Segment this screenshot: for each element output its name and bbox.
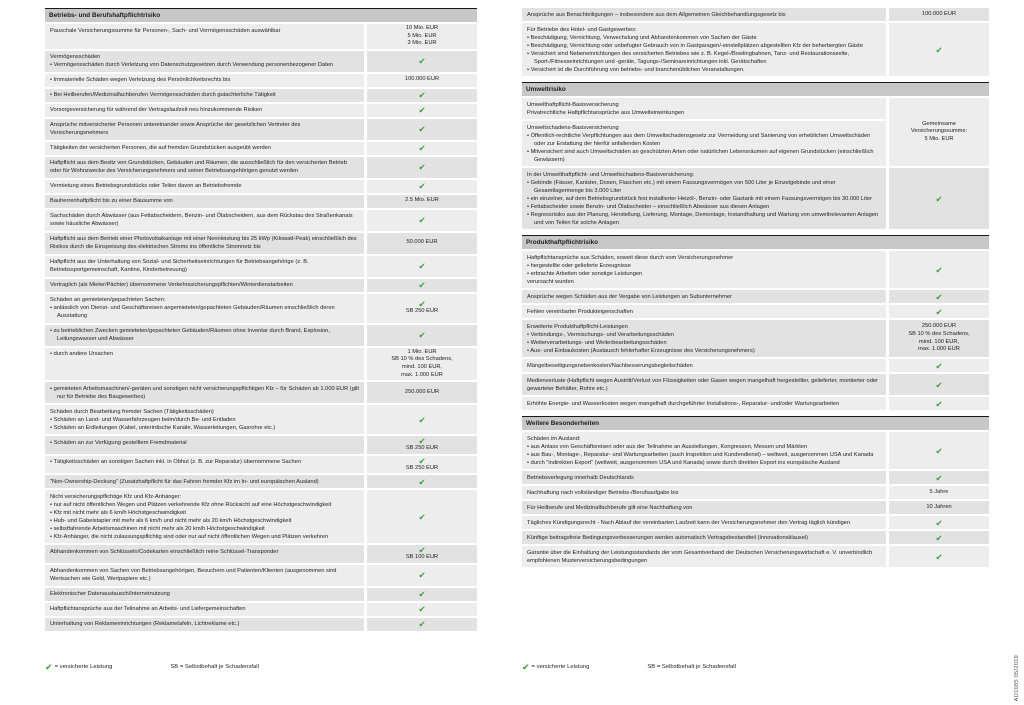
coverage-value xyxy=(367,456,477,474)
table-row xyxy=(45,279,477,292)
coverage-value-line: 5 Mio. EUR xyxy=(924,135,954,142)
check-icon: ✔ xyxy=(935,472,943,483)
coverage-description xyxy=(45,195,364,208)
table-row xyxy=(522,8,989,21)
coverage-text-line: Garantie über die Einhaltung der Leistungsstandards der vom Gesamtverband der Deutschen Versicherungswirtschaft e. V. unverbindlich empfohlenen Musterversicherungsbedingungen xyxy=(527,549,873,564)
coverage-text-line: Erweiterte Produkthaftpflicht-Leistungen xyxy=(527,323,628,330)
coverage-text-line: • Gebinde (Fässer, Kanister, Dosen, Flaschen etc.) mit einem Fassungsvermögen von 500 Liter je Einzelgebinde und einer Gesamtlagermenge bis 3.000 Liter xyxy=(527,179,836,194)
check-icon: ✔ xyxy=(418,280,426,291)
coverage-text-line: • durch "indirekten Export" (weltweit, ausgenommen USA und Kanada) sowie durch direkten Export ins europäische Ausland xyxy=(527,459,840,466)
coverage-description xyxy=(522,531,886,544)
check-icon: ✔ xyxy=(418,143,426,154)
check-icon: ✔ xyxy=(418,124,426,135)
coverage-text-line: Sachschäden durch Abwässer (aus Fettabscheidern, Benzin- und Ölabscheidern, aus dem Rückstau des Straßenkanals sowie häusliche Abwässer) xyxy=(50,213,353,228)
coverage-description xyxy=(522,471,886,484)
coverage-value-line: max. 1.000 EUR xyxy=(918,346,960,353)
coverage-text-line: • Beschädigung, Vernichtung, Verwechslung und Abhandenkommen von Sachen der Gäste xyxy=(527,34,757,41)
coverage-description xyxy=(45,119,364,140)
table-row xyxy=(45,195,477,208)
coverage-text-line: "Non-Ownership-Deckung" (Zusatzhaftpflicht für das Fahren fremder Kfz im In- und europäischen Ausland) xyxy=(50,478,319,485)
coverage-value-line: 10 Mio. EUR xyxy=(405,25,439,31)
coverage-value-line: mind. 100 EUR, xyxy=(401,363,443,370)
table-row xyxy=(45,233,477,254)
legend-check-label: = versicherte Leistung xyxy=(54,664,113,670)
coverage-value xyxy=(367,233,477,254)
table-row xyxy=(45,545,477,563)
table-row xyxy=(522,168,989,229)
coverage-description xyxy=(45,104,364,117)
table-row xyxy=(522,516,989,529)
check-icon: ✔ xyxy=(935,551,943,562)
coverage-value-line: 3 Mio. EUR xyxy=(407,40,437,47)
coverage-description xyxy=(45,51,364,72)
check-icon: ✔ xyxy=(935,264,943,275)
check-icon: ✔ xyxy=(45,662,53,672)
check-icon: ✔ xyxy=(935,398,943,409)
coverage-text-line: Vertraglich (als Mieter/Pächter) übernommene Verkehrssicherungspflichten/Winterdienstarbeiten xyxy=(50,282,293,289)
check-icon: ✔ xyxy=(418,436,426,447)
coverage-text-line: • Hub- und Gabelstapler mit mehr als 6 km/h und nicht mehr als 20 km/h Höchstgeschwindigkeit xyxy=(50,517,292,524)
table-row xyxy=(45,382,477,403)
coverage-description xyxy=(522,305,886,318)
table-row xyxy=(522,486,989,499)
check-icon: ✔ xyxy=(418,511,426,522)
check-icon: ✔ xyxy=(418,105,426,116)
coverage-value xyxy=(889,432,989,469)
coverage-text-line: • Versichert ist die Durchführung von betriebs- und branchenüblichen Veranstaltungen. xyxy=(527,66,745,73)
table-row xyxy=(45,294,477,323)
coverage-text-line: Haftpflicht aus der Unterhaltung von Sozial- und Sicherheitseinrichtungen für Betriebsangehörige (z. B. Betriebssportgemeinschaft, Kantine, Kinderbetreuung) xyxy=(50,259,309,274)
coverage-text-line: Ansprüche aus Benachteiligungen – insbesondere aus dem Allgemeinen Gleichbehandlungsgesetz bis xyxy=(527,11,786,18)
coverage-description xyxy=(45,256,364,277)
coverage-value xyxy=(367,436,477,454)
table-row xyxy=(45,325,477,346)
coverage-description xyxy=(45,348,364,380)
coverage-text-line: • Schäden an Land- und Wasserfahrzeugen beim/durch Be- und Entladen xyxy=(50,416,236,423)
coverage-text-line: • Bei Heilberufen/Medizinalfachberufen Vermögensschäden durch gutachterliche Tätigkeit xyxy=(50,92,276,99)
coverage-description xyxy=(45,157,364,178)
coverage-value xyxy=(367,157,477,178)
coverage-value xyxy=(367,348,477,380)
coverage-text-line: Haftpflicht aus dem Besitz von Grundstücken, Gebäuden und Räumen, die ausschließlich für den versicherten Betrieb oder für Wohnzwecke des Versicherungsnehmers und seiner Betriebsangehörigen genutzt werden xyxy=(50,160,347,175)
check-icon: ✔ xyxy=(418,455,426,466)
check-icon: ✔ xyxy=(418,545,426,556)
check-icon: ✔ xyxy=(418,261,426,272)
table-row xyxy=(522,501,989,514)
table-row xyxy=(45,51,477,72)
coverage-text-line: Für Betriebe des Hotel- und Gastgewerbes: xyxy=(527,26,637,33)
coverage-text-line: • Weiterverarbeitungs- und Weiterbearbeitungsschäden xyxy=(527,339,667,346)
coverage-text-line: • nur auf nicht öffentlichen Wegen und Plätzen verkehrende Kfz ohne Rücksicht auf eine Höchstgeschwindigkeit xyxy=(50,501,332,508)
coverage-value xyxy=(367,51,477,72)
check-icon: ✔ xyxy=(522,662,530,672)
coverage-description xyxy=(522,251,886,288)
coverage-value xyxy=(889,546,989,567)
coverage-value xyxy=(367,119,477,140)
coverage-description xyxy=(45,436,364,454)
check-icon: ✔ xyxy=(418,299,426,310)
coverage-text-line: Abhandenkommen von Schlüsseln/Codekarten einschließlich reine Schlüssel-Transponder xyxy=(50,548,279,555)
coverage-description xyxy=(522,8,886,21)
check-icon: ✔ xyxy=(418,476,426,487)
coverage-value xyxy=(889,471,989,484)
coverage-value xyxy=(889,359,989,372)
check-icon: ✔ xyxy=(935,445,943,456)
coverage-value xyxy=(889,290,989,303)
table-row xyxy=(45,456,477,474)
table-row xyxy=(522,290,989,303)
coverage-text-line: • selbstfahrende Arbeitsmaschinen mit nicht mehr als 20 km/h Höchstgeschwindigkeit xyxy=(50,525,265,532)
coverage-value-line: SB 250 EUR xyxy=(405,308,439,315)
section-header: Umweltrisiko xyxy=(522,82,989,96)
coverage-value xyxy=(367,180,477,193)
coverage-text-line: Ansprüche mitversicherter Personen untereinander sowie Ansprüche der gesetzlichen Vertreter des Versicherungsnehmers xyxy=(50,122,301,137)
coverage-text-line: • Kfz-Anhänger, die nicht zulassungspflichtig sind oder nur auf nicht öffentlichen Wegen und Plätzen verkehren xyxy=(50,533,329,540)
check-icon: ✔ xyxy=(418,414,426,425)
coverage-text-line: Haftpflichtansprüche aus der Teilnahme an Arbeits- und Liefergemeinschaften xyxy=(50,606,246,613)
coverage-value-line: 250.000 EUR xyxy=(921,323,957,330)
coverage-description xyxy=(522,501,886,514)
coverage-description xyxy=(45,74,364,87)
row-divider xyxy=(522,119,886,121)
coverage-text-line: Medienverluste (Haftpflicht wegen Austritt/Verlust von Flüssigkeiten oder Gasen wegen mangelhaft hergestellter, gelieferter, montierter oder gewarteter Behälter, Rohre etc.) xyxy=(527,377,878,392)
coverage-text-line: • Aus- und Einbaukosten (Austausch fehlerhafter Erzeugnisse des Versicherungsnehmers) xyxy=(527,347,755,354)
coverage-value-line: 2.5 Mio. EUR xyxy=(405,197,439,204)
check-icon: ✔ xyxy=(935,193,943,204)
coverage-value xyxy=(889,251,989,288)
check-icon: ✔ xyxy=(418,619,426,630)
coverage-value-line: 5 Jahre xyxy=(929,488,949,495)
coverage-text-line: • Vermögensschäden durch Verletzung von Datenschutzgesetzen durch Verwendung personenbezogener Daten xyxy=(50,62,334,69)
coverage-description xyxy=(522,23,886,76)
coverage-value xyxy=(889,320,989,357)
coverage-value xyxy=(367,565,477,586)
table-row xyxy=(45,436,477,454)
coverage-text-line: • aus Anlass von Geschäftsreisen oder aus der Teilnahme an Ausstellungen, Kongressen, Messen und Märkten xyxy=(527,443,808,450)
coverage-text-line: • Immaterielle Schäden wegen Verletzung des Persönlichkeitsrechts bis xyxy=(50,77,231,84)
coverage-text-line: Vorsorgeversicherung für während der Vertragslaufzeit neu hinzukommende Risiken xyxy=(50,107,263,114)
coverage-value xyxy=(889,374,989,395)
check-icon: ✔ xyxy=(418,330,426,341)
coverage-description xyxy=(45,456,364,474)
coverage-value-line: SB 10 % des Schadens, xyxy=(908,330,970,337)
coverage-text-line: • Öffentlich-rechtliche Verpflichtungen aus dem Umweltschadensgesetz zur Vermeidung und Sanierung von erheblichen Umweltschäden oder zur Erstattung der hierfür anfallenden Kosten xyxy=(527,132,871,147)
coverage-value xyxy=(367,256,477,277)
coverage-description xyxy=(45,210,364,231)
table-row xyxy=(45,119,477,140)
coverage-text-line: Für Heilberufe und Medizinalfachberufe gilt eine Nachhaftung von xyxy=(527,504,693,511)
table-row xyxy=(45,210,477,231)
table-row xyxy=(45,74,477,87)
coverage-value xyxy=(367,405,477,434)
coverage-value xyxy=(367,210,477,231)
coverage-text-line: • Schäden an zur Verfügung gestelltem Fremdmaterial xyxy=(50,439,187,446)
coverage-value xyxy=(367,475,477,488)
coverage-text-line: Schäden an gemieteten/gepachteten Sachen: xyxy=(50,297,166,304)
coverage-text-line: • Verbindungs-, Vermischungs- und Verarbeitungsschäden xyxy=(527,331,675,338)
coverage-description xyxy=(45,618,364,631)
section xyxy=(45,8,477,631)
table-row xyxy=(45,565,477,586)
coverage-value-line: 100.000 EUR xyxy=(404,76,440,83)
table-row xyxy=(522,531,989,544)
coverage-text-line: • Kfz mit nicht mehr als 6 km/h Höchstgeschwindigkeit xyxy=(50,509,187,516)
coverage-value-line: 10 Jahren xyxy=(926,503,952,510)
coverage-description xyxy=(45,294,364,323)
table-row xyxy=(522,305,989,318)
check-icon: ✔ xyxy=(418,56,426,67)
table-row xyxy=(45,256,477,277)
section-header: Produkthaftpflichtrisiko xyxy=(522,235,989,249)
coverage-value xyxy=(367,195,477,208)
coverage-text-line: Nicht versicherungspflichtige Kfz und Kfz-Anhänger: xyxy=(50,493,182,500)
table-row xyxy=(522,546,989,567)
section-header: Betriebs- und Berufshaftpflichtrisiko xyxy=(45,8,477,22)
table-row xyxy=(45,348,477,380)
coverage-description xyxy=(522,359,886,372)
table-row xyxy=(45,89,477,102)
coverage-value xyxy=(367,603,477,616)
coverage-description xyxy=(45,490,364,543)
coverage-text-line: Betriebsverlegung innerhalb Deutschlands xyxy=(527,474,634,481)
coverage-value-line: mind. 100 EUR, xyxy=(918,338,960,345)
coverage-text-line: Tätigkeiten der versicherten Personen, die auf fremden Grundstücken ausgeübt werden xyxy=(50,145,271,152)
coverage-text-line: Unterhaltung von Reklameeinrichtungen (Reklametafeln, Lichtreklame etc.) xyxy=(50,621,240,628)
coverage-text-line: Nachhaftung nach vollständiger Betriebs-/Berufsaufgabe bis xyxy=(527,489,679,496)
check-icon: ✔ xyxy=(935,44,943,55)
coverage-text-line: verursacht wurden xyxy=(527,278,574,285)
table-row xyxy=(45,490,477,543)
coverage-value xyxy=(889,168,989,229)
section xyxy=(522,416,989,567)
coverage-description xyxy=(45,24,364,49)
coverage-value xyxy=(889,397,989,410)
coverage-description xyxy=(522,432,886,469)
check-icon: ✔ xyxy=(418,589,426,600)
check-icon: ✔ xyxy=(935,360,943,371)
coverage-description xyxy=(522,397,886,410)
section-header: Weitere Besonderheiten xyxy=(522,416,989,430)
coverage-text-line: Privatrechtliche Haftpflichtansprüche aus Umwelteinwirkungen xyxy=(527,109,685,116)
table-row xyxy=(522,374,989,395)
coverage-description xyxy=(45,233,364,254)
coverage-text-line: • Schäden an Erdleitungen (Kabel, unterirdische Kanäle, Wasserleitungen, Gasrohre etc.) xyxy=(50,424,276,431)
section xyxy=(522,82,989,229)
coverage-text-line: Künftige beitragsfreie Bedingungsverbesserungen werden automatisch Vertragsbestandteil (Innovationsklausel) xyxy=(527,534,809,541)
coverage-text-line: • zu betrieblichen Zwecken gemieteten/gepachteten Gebäuden/Räumen ohne Inventar durch Brand, Explosion, Leitungswasser und Abwässer xyxy=(50,328,330,343)
coverage-value-line: 50.000 EUR xyxy=(406,239,438,246)
coverage-value-line: SB 10 % des Schadens, xyxy=(391,356,453,363)
coverage-text-line: • ein einzelner, auf dem Betriebsgrundstück fest installierter Heizöl-, Benzin- oder Gastank mit einem Fassungsvermögen bis 30.000 Liter xyxy=(527,195,872,202)
coverage-description xyxy=(45,545,364,563)
coverage-value xyxy=(367,618,477,631)
coverage-value xyxy=(889,531,989,544)
coverage-text-line: Ansprüche wegen Schäden aus der Vergabe von Leistungen an Subunternehmer xyxy=(527,293,732,300)
coverage-description xyxy=(45,405,364,434)
coverage-value xyxy=(367,24,477,49)
coverage-value-line: Versicherungssumme: xyxy=(910,128,968,135)
legend-right xyxy=(522,663,736,671)
coverage-description xyxy=(522,320,886,357)
table-row xyxy=(45,24,477,49)
table-row xyxy=(522,98,989,166)
coverage-value xyxy=(367,588,477,601)
check-icon: ✔ xyxy=(418,570,426,581)
table-row xyxy=(45,180,477,193)
coverage-text-line: • Mitversichert sind auch Umweltschäden an geschützten Arten oder natürlichen Lebensräumen auf eigenen Grundstücken (einschließlich Gewässern) xyxy=(527,148,874,163)
check-icon: ✔ xyxy=(935,379,943,390)
coverage-description xyxy=(45,588,364,601)
coverage-value xyxy=(889,486,989,499)
coverage-text-line: Vermögensschäden xyxy=(50,54,101,61)
coverage-description xyxy=(45,180,364,193)
coverage-text-line: • Tätigkeitsschäden an sonstigen Sachen inkl. in Obhut (z. B. zur Reparatur) übernommene Sachen xyxy=(50,459,302,466)
coverage-value-line: 100.000 EUR xyxy=(921,10,957,17)
coverage-text-line: • erbrachte Arbeiten oder sonstige Leistungen xyxy=(527,270,643,277)
coverage-description xyxy=(522,546,886,567)
coverage-text-line: Elektronischer Datenaustausch/Internetnutzung xyxy=(50,591,170,598)
coverage-value xyxy=(889,23,989,76)
table-row xyxy=(45,104,477,117)
coverage-text-line: • Beschädigung, Vernichtung oder unbefugter Gebrauch von in Gastgaragen/-einstellplätzen abgestellten Kfz der beherbergten Gäste xyxy=(527,42,863,49)
table-row xyxy=(522,251,989,288)
coverage-text-line: • Regressrisiko aus der Planung, Herstellung, Lieferung, Montage, Demontage, Instandhaltung und Wartung von umweltrelevanten Anlagen und von Teilen für solche Anlagen xyxy=(527,211,879,226)
coverage-description xyxy=(45,279,364,292)
check-icon: ✔ xyxy=(418,604,426,615)
legend-sb-label: SB = Selbstbehalt je Schadensfall xyxy=(647,664,736,670)
coverage-value-line: max. 1.000 EUR xyxy=(401,371,443,378)
coverage-text-line: Umwelthaftpflicht-Basisversicherung xyxy=(527,101,619,108)
column-right xyxy=(522,8,989,633)
table-row xyxy=(45,157,477,178)
table-row xyxy=(522,471,989,484)
table-row xyxy=(45,618,477,631)
coverage-description xyxy=(522,290,886,303)
coverage-text-line: Haftpflicht aus dem Betrieb einer Photovoltaikanlage mit einer Nennleistung bis 25 kWp (Kilowatt-Peak) einschließlich des Risikos durch die Einspeisung des elektrischen Stroms ins öffentliche Stromnetz bis xyxy=(50,236,357,251)
coverage-text-line: Fehlen vereinbarter Produkteigenschaften xyxy=(527,308,633,315)
check-icon: ✔ xyxy=(935,517,943,528)
coverage-description xyxy=(522,374,886,395)
coverage-text-line: Abhandenkommen von Sachen von Betriebsangehörigen, Besuchern und Patienten/Klienten (ausgenommen sind Wertsachen wie Geld, Wertpapiere etc.) xyxy=(50,568,337,583)
coverage-text-line: Vermietung eines Betriebsgrundstücks oder Teilen davon an Betriebsfremde xyxy=(50,183,242,190)
coverage-text-line: Bauherrenhaftpflicht bis zu einer Bausumme von xyxy=(50,198,173,205)
coverage-description xyxy=(45,325,364,346)
check-icon: ✔ xyxy=(418,90,426,101)
form-code: AD1085 05/2019 xyxy=(1014,654,1020,701)
coverage-description xyxy=(522,98,886,166)
check-icon: ✔ xyxy=(935,306,943,317)
coverage-text-line: Tägliches Kündigungsrecht - Nach Ablauf der vereinbarten Laufzeit kann der Versicherungsnehmer den Vertrag täglich kündigen xyxy=(527,519,851,526)
table-row xyxy=(45,603,477,616)
coverage-text-line: Umweltschadens-Basisversicherung xyxy=(527,124,619,131)
coverage-text-line: Erhöhte Energie- und Wasserkosten wegen mangelhaft durchgeführter Installations-, Reparatur- und/oder Wartungsarbeiten xyxy=(527,400,840,407)
coverage-description xyxy=(522,168,886,229)
coverage-value-line: Gemeinsame xyxy=(922,120,956,127)
table-row xyxy=(45,475,477,488)
coverage-value xyxy=(889,305,989,318)
coverage-text-line: • Versichert sind Nebeneinrichtungen des versicherten Betriebes wie z. B. Kegel-/Bowlingbahnen, Tanz- und Restaurationszelte, Sport-/Fitnesseinrichtungen und -geräte, Tagungs-/Seminareinrichtungen inkl. Gerätschaften xyxy=(527,50,850,65)
legend-check-label: = versicherte Leistung xyxy=(531,664,590,670)
check-icon: ✔ xyxy=(418,181,426,192)
coverage-description xyxy=(45,142,364,155)
coverage-description xyxy=(45,565,364,586)
table-row xyxy=(45,588,477,601)
coverage-description xyxy=(45,89,364,102)
table-row xyxy=(522,397,989,410)
coverage-value xyxy=(889,501,989,514)
coverage-text-line: • hergestellte oder gelieferte Erzeugnisse xyxy=(527,262,631,269)
table-row xyxy=(522,320,989,357)
coverage-value-line: SB 250 EUR xyxy=(405,464,439,471)
coverage-description xyxy=(45,603,364,616)
coverage-text-line: • aus Bau-, Montage-, Reparatur- und Wartungsarbeiten (auch Inspektion und Kundendienst) – weltweit, ausgenommen USA und Kanada xyxy=(527,451,874,458)
coverage-text-line: In der Umwelthaftpflicht- und Umweltschadens-Basisversicherung: xyxy=(527,171,695,178)
coverage-description xyxy=(522,516,886,529)
table-row xyxy=(45,405,477,434)
coverage-value xyxy=(367,382,477,403)
coverage-value xyxy=(367,545,477,563)
table-row xyxy=(522,432,989,469)
coverage-value xyxy=(367,142,477,155)
coverage-value xyxy=(367,104,477,117)
coverage-text-line: • Fettabscheider sowie Benzin- und Ölabscheider – einschließlich Abwässer aus diesen Anlagen xyxy=(527,203,770,210)
coverage-text-line: • gemieteten Arbeitsmaschinen/-geräten und sonstigen nicht versicherungspflichtigen Kfz – für Schäden ab 1.000 EUR (gilt nur für Betriebe des Baugewerbes) xyxy=(50,385,359,400)
coverage-value-line: 1 Mio. EUR xyxy=(407,348,437,355)
check-icon: ✔ xyxy=(935,291,943,302)
table-row xyxy=(45,142,477,155)
coverage-value xyxy=(367,89,477,102)
section xyxy=(522,8,989,76)
coverage-text-line: Pauschale Versicherungssumme für Personen-, Sach- und Vermögensschäden auswählbar xyxy=(50,27,281,34)
section xyxy=(522,235,989,410)
check-icon: ✔ xyxy=(935,532,943,543)
coverage-value-line: SB 250 EUR xyxy=(405,445,439,452)
coverage-description xyxy=(45,382,364,403)
coverage-text-line: Schäden durch Bearbeitung fremder Sachen (Tätigkeitsschäden) xyxy=(50,408,214,415)
coverage-value xyxy=(367,294,477,323)
coverage-value xyxy=(367,490,477,543)
coverage-description xyxy=(522,486,886,499)
coverage-text-line: Mängelbeseitigungsnebenkosten/Nachbesserungsbegleitschäden xyxy=(527,362,693,369)
coverage-description xyxy=(45,475,364,488)
table-row xyxy=(522,23,989,76)
coverage-value xyxy=(889,8,989,21)
coverage-text-line: • anlässlich von Dienst- und Geschäftsreisen angemieteten/gepachteten Gebäuden/Räumen einschließlich deren Ausstattung xyxy=(50,305,335,320)
coverage-text-line: Haftpflichtansprüche aus Schäden, soweit diese durch vom Versicherungsnehmer xyxy=(527,254,734,261)
column-left xyxy=(45,8,477,633)
coverage-value xyxy=(889,98,989,166)
coverage-text-line: • durch andere Ursachen xyxy=(50,351,114,358)
legend-sb-label: SB = Selbstbehalt je Schadensfall xyxy=(170,664,259,670)
table-row xyxy=(522,359,989,372)
coverage-value xyxy=(367,279,477,292)
coverage-value xyxy=(367,74,477,87)
legend-left xyxy=(45,663,259,671)
check-icon: ✔ xyxy=(418,162,426,173)
coverage-value-line: 250.000 EUR xyxy=(404,388,440,395)
check-icon: ✔ xyxy=(418,215,426,226)
coverage-text-line: Schäden im Ausland: xyxy=(527,435,581,442)
coverage-value-line: SB 100 EUR xyxy=(405,554,439,561)
coverage-value xyxy=(889,516,989,529)
coverage-value xyxy=(367,325,477,346)
coverage-value-line: 5 Mio. EUR xyxy=(407,32,437,39)
